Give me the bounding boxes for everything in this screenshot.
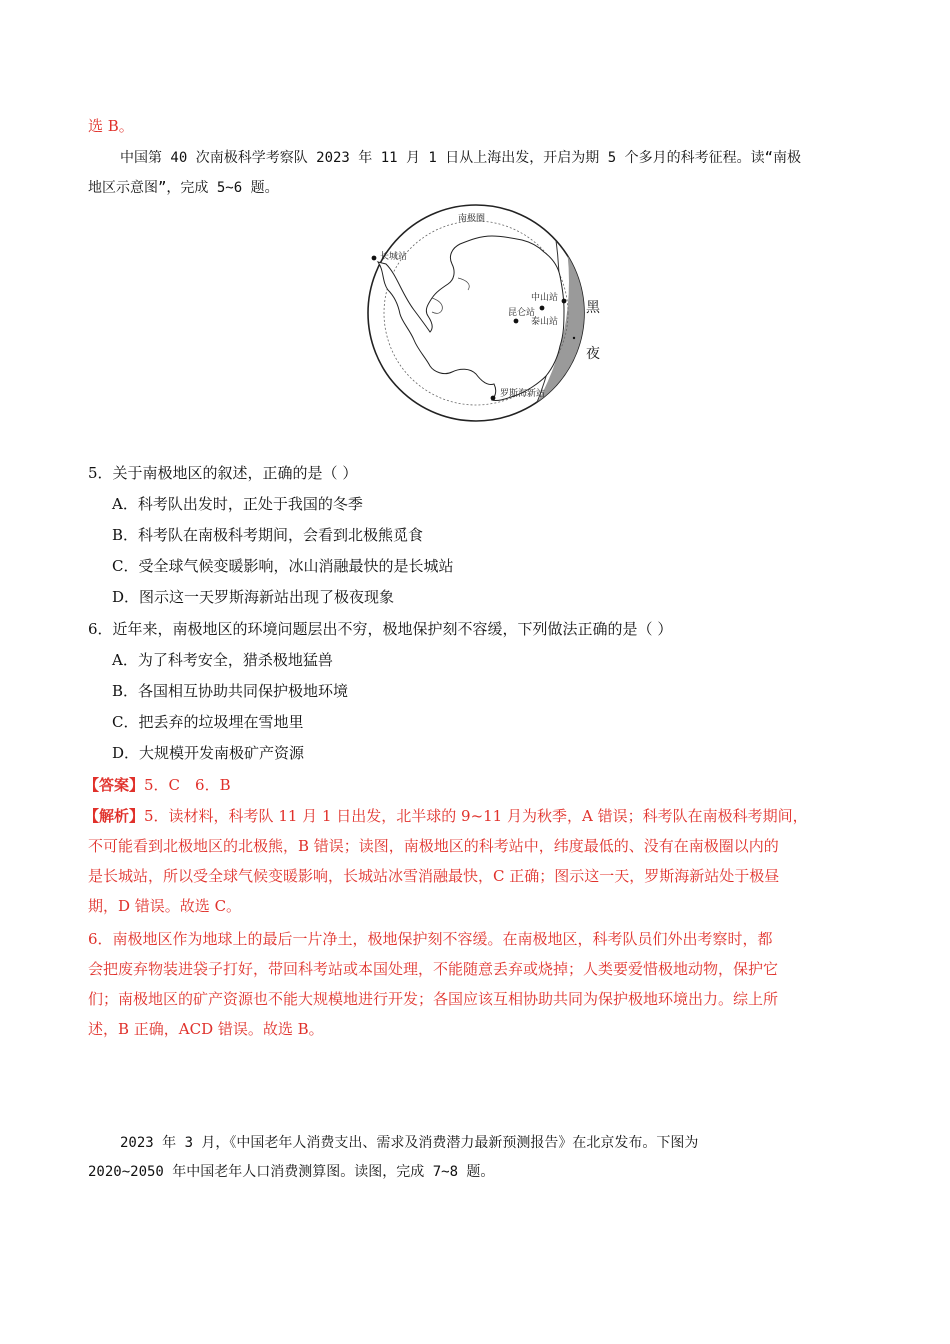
analysis-tag: 【解析】 xyxy=(84,807,145,825)
analysis-line-1 xyxy=(84,806,808,826)
kunlun-station-label: 昆仑站 xyxy=(508,308,536,318)
answer-text: 5．C 6．B xyxy=(144,776,231,794)
changcheng-station-marker xyxy=(372,256,377,261)
zhongshan-station-label: 中山站 xyxy=(531,293,559,303)
analysis-text-1: 5．读材料，科考队 11 月 1 日出发，北半球的 9~11 月为秋季，A 错误；科考队在南极科考期间， xyxy=(144,807,808,825)
question-6-option-a: A．为了科考安全，猎杀极地猛兽 xyxy=(112,651,333,669)
intro-5-6-line2: 地区示意图”，完成 5~6 题。 xyxy=(88,180,279,196)
kunlun-station-marker xyxy=(540,306,545,311)
question-5-option-c: C．受全球气候变暖影响，冰山消融最快的是长城站 xyxy=(112,557,454,575)
intro-7-8-line2: 2020~2050 年中国老年人口消费测算图。读图，完成 7~8 题。 xyxy=(88,1164,495,1180)
question-6-stem: 6．近年来，南极地区的环境问题层出不穷，极地保护刻不容缓，下列做法正确的是（ ） xyxy=(88,620,673,638)
changcheng-station-label: 长城站 xyxy=(380,252,408,262)
intro-7-8-line1: 2023 年 3 月，《中国老年人消费支出、需求及消费潜力最新预测报告》在北京发布。下图为 xyxy=(120,1135,699,1151)
intro-5-6-line1: 中国第 40 次南极科学考察队 2023 年 11 月 1 日从上海出发，开启为期 5 个多月的科考征程。读“南极 xyxy=(120,150,802,166)
antarctic-circle-label: 南极圈 xyxy=(458,214,486,224)
analysis-line-3: 是长城站，所以受全球气候变暖影响，长城站冰雪消融最快，C 正确；图示这一天，罗斯海新站处于极昼 xyxy=(88,867,780,885)
antarctica-map-figure xyxy=(348,200,608,430)
night-label-2: 夜 xyxy=(586,346,600,362)
question-5-option-a: A．科考队出发时，正处于我国的冬季 xyxy=(112,495,363,513)
question-5-stem: 5．关于南极地区的叙述，正确的是（ ） xyxy=(88,464,358,482)
night-dot xyxy=(573,337,575,339)
answer-tag: 【答案】 xyxy=(84,776,145,794)
question-6-option-b: B．各国相互协助共同保护极地环境 xyxy=(112,682,349,700)
analysis-line-5: 6．南极地区作为地球上的最后一片净土，极地保护刻不容缓。在南极地区，科考队员们外出考察时，都 xyxy=(88,930,773,948)
zhongshan-station-marker xyxy=(562,299,567,304)
night-label-1: 黑 xyxy=(586,300,600,316)
analysis-line-2: 不可能看到北极地区的北极熊，B 错误；读图，南极地区的科考站中，纬度最低的、没有在南极圈以内的 xyxy=(88,837,779,855)
question-6-option-c: C．把丢弃的垃圾埋在雪地里 xyxy=(112,713,304,731)
question-5-option-d: D．图示这一天罗斯海新站出现了极夜现象 xyxy=(112,588,395,606)
taishan-station-label: 泰山站 xyxy=(531,317,559,327)
question-5-option-b: B．科考队在南极科考期间，会看到北极熊觅食 xyxy=(112,526,424,544)
analysis-line-8: 述，B 正确，ACD 错误。故选 B。 xyxy=(88,1020,324,1038)
answer-line xyxy=(84,775,231,795)
analysis-line-4: 期，D 错误。故选 C。 xyxy=(88,897,242,915)
analysis-line-7: 们；南极地区的矿产资源也不能大规模地进行开发；各国应该互相协助共同为保护极地环境出力。综上所 xyxy=(88,990,779,1008)
taishan-station-marker xyxy=(514,319,519,324)
luosihai-station-marker xyxy=(491,396,496,401)
question-6-option-d: D．大规模开发南极矿产资源 xyxy=(112,744,305,762)
luosihai-station-label: 罗斯海新站 xyxy=(500,389,546,399)
previous-answer-tail: 选 B。 xyxy=(88,117,134,135)
analysis-line-6: 会把废弃物装进袋子打好，带回科考站或本国处理，不能随意丢弃或烧掉；人类要爱惜极地动物，保护它 xyxy=(88,960,779,978)
